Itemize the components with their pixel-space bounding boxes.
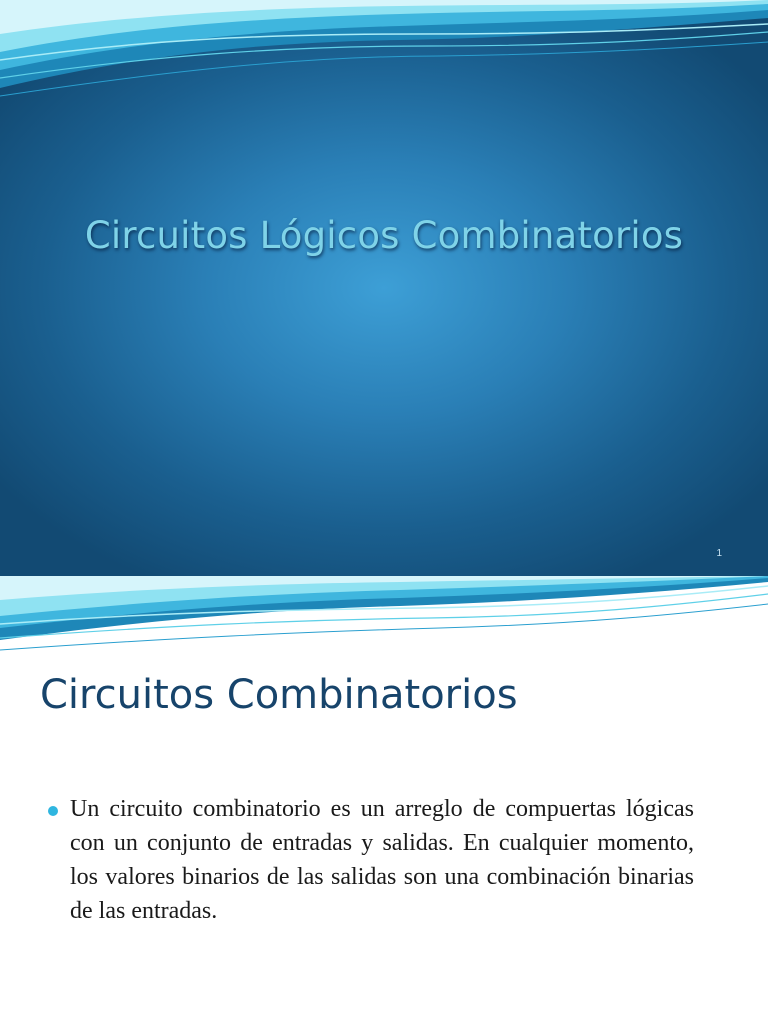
content-slide	[0, 576, 768, 1024]
wave-decoration-top	[0, 0, 768, 110]
bullet-text: Un circuito combinatorio es un arreglo de compuertas lógicas con un conjunto de entradas y salidas. En cualquier momento, los valores binarios de las salidas son una combinación binarias de las entradas.	[70, 796, 694, 924]
slide-title: Circuitos Combinatorios	[40, 672, 518, 718]
slide-title: Circuitos Lógicos Combinatorios	[84, 214, 684, 257]
wave-decoration-top	[0, 576, 768, 666]
bullet-item	[44, 792, 694, 928]
bullet-icon	[48, 806, 58, 816]
slide-number: 1	[716, 548, 722, 559]
